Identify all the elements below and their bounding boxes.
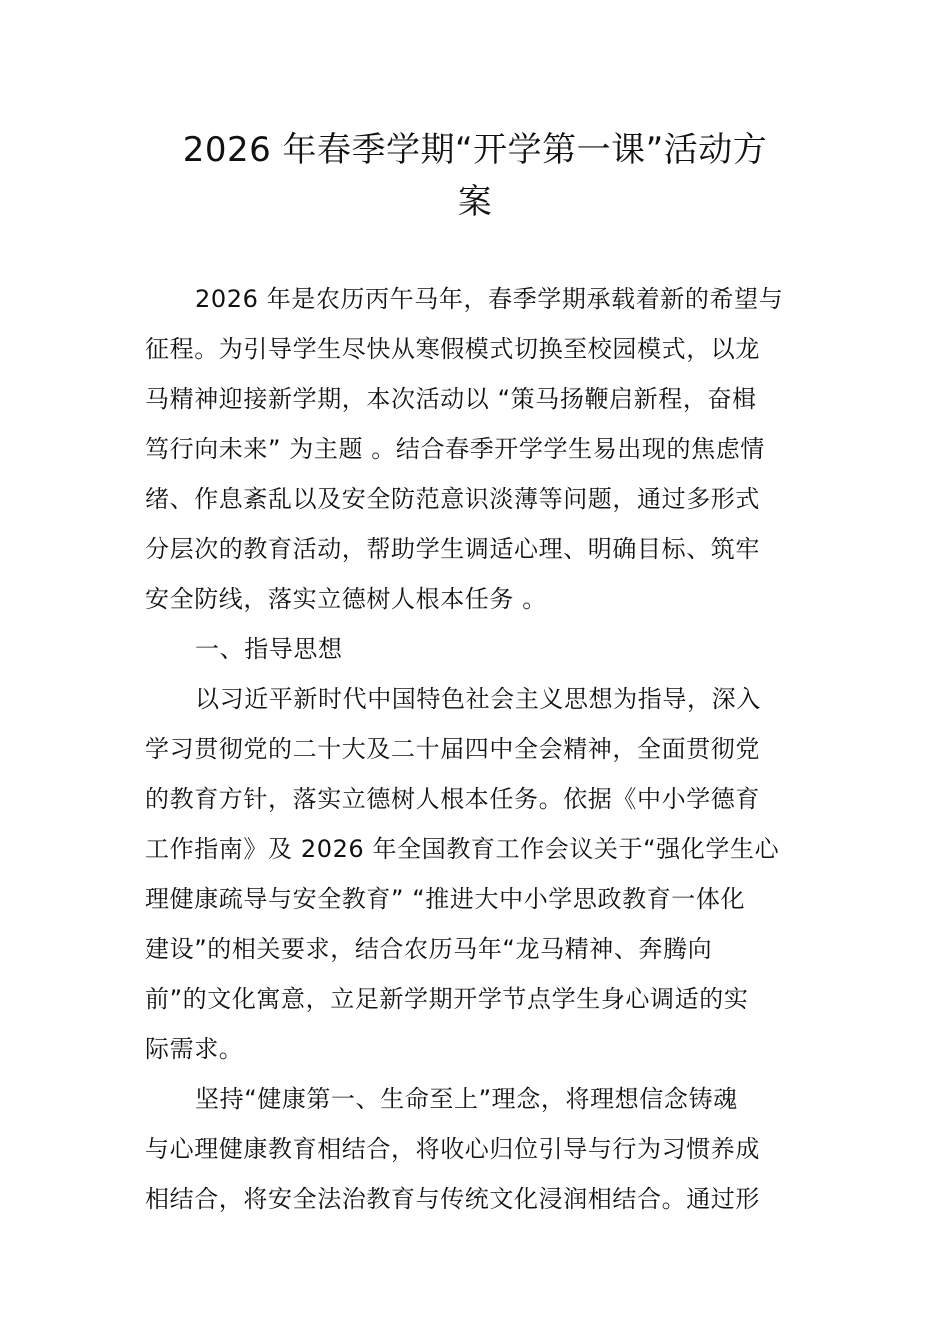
document-body: [145, 274, 807, 1224]
paragraph-line: 坚持“健康第一、生命至上”理念，将理想信念铸魂: [195, 1085, 738, 1113]
paragraph-line: 相结合，将安全法治教育与传统文化浸润相结合。通过形: [145, 1185, 760, 1213]
paragraph-line: 绪、作息紊乱以及安全防范意识淡薄等问题，通过多形式: [145, 485, 760, 513]
title-line: 2026 年春季学期“开学第一课”活动方: [182, 130, 768, 170]
paragraph-line: 建设”的相关要求，结合农历马年“龙马精神、奔腾向: [145, 935, 713, 963]
paragraph-line: 的教育方针，落实立德树人根本任务。依据《中小学德育: [145, 785, 760, 813]
document-title: [145, 124, 805, 228]
paragraph-line: 征程。为引导学生尽快从寒假模式切换至校园模式，以龙: [145, 335, 760, 363]
paragraph-line: 前”的文化寓意，立足新学期开学节点学生身心调适的实: [145, 985, 749, 1013]
paragraph-line: 安全防线，落实立德树人根本任务 。: [145, 585, 547, 613]
paragraph-line: 以习近平新时代中国特色社会主义思想为指导，深入: [195, 685, 761, 713]
paragraph-line: 2026 年是农历丙午马年，春季学期承载着新的希望与: [195, 285, 784, 313]
title-line: 案: [457, 182, 493, 222]
paragraph-line: 笃行向未来” 为主题 。结合春季开学学生易出现的焦虑情: [145, 435, 765, 463]
paragraph-line: 学习贯彻党的二十大及二十届四中全会精神，全面贯彻党: [145, 735, 760, 763]
section-heading: 一、指导思想: [195, 635, 343, 663]
paragraph-line: 马精神迎接新学期，本次活动以 “策马扬鞭启新程，奋楫: [145, 385, 757, 413]
paragraph-line: 工作指南》及 2026 年全国教育工作会议关于“强化学生心: [145, 835, 780, 863]
paragraph-line: 与心理健康教育相结合，将收心归位引导与行为习惯养成: [145, 1135, 760, 1163]
paragraph-line: 分层次的教育活动，帮助学生调适心理、明确目标、筑牢: [145, 535, 760, 563]
paragraph-line: 理健康疏导与安全教育” “推进大中小学思政教育一体化: [145, 885, 746, 913]
paragraph-line: 际需求。: [145, 1035, 244, 1063]
